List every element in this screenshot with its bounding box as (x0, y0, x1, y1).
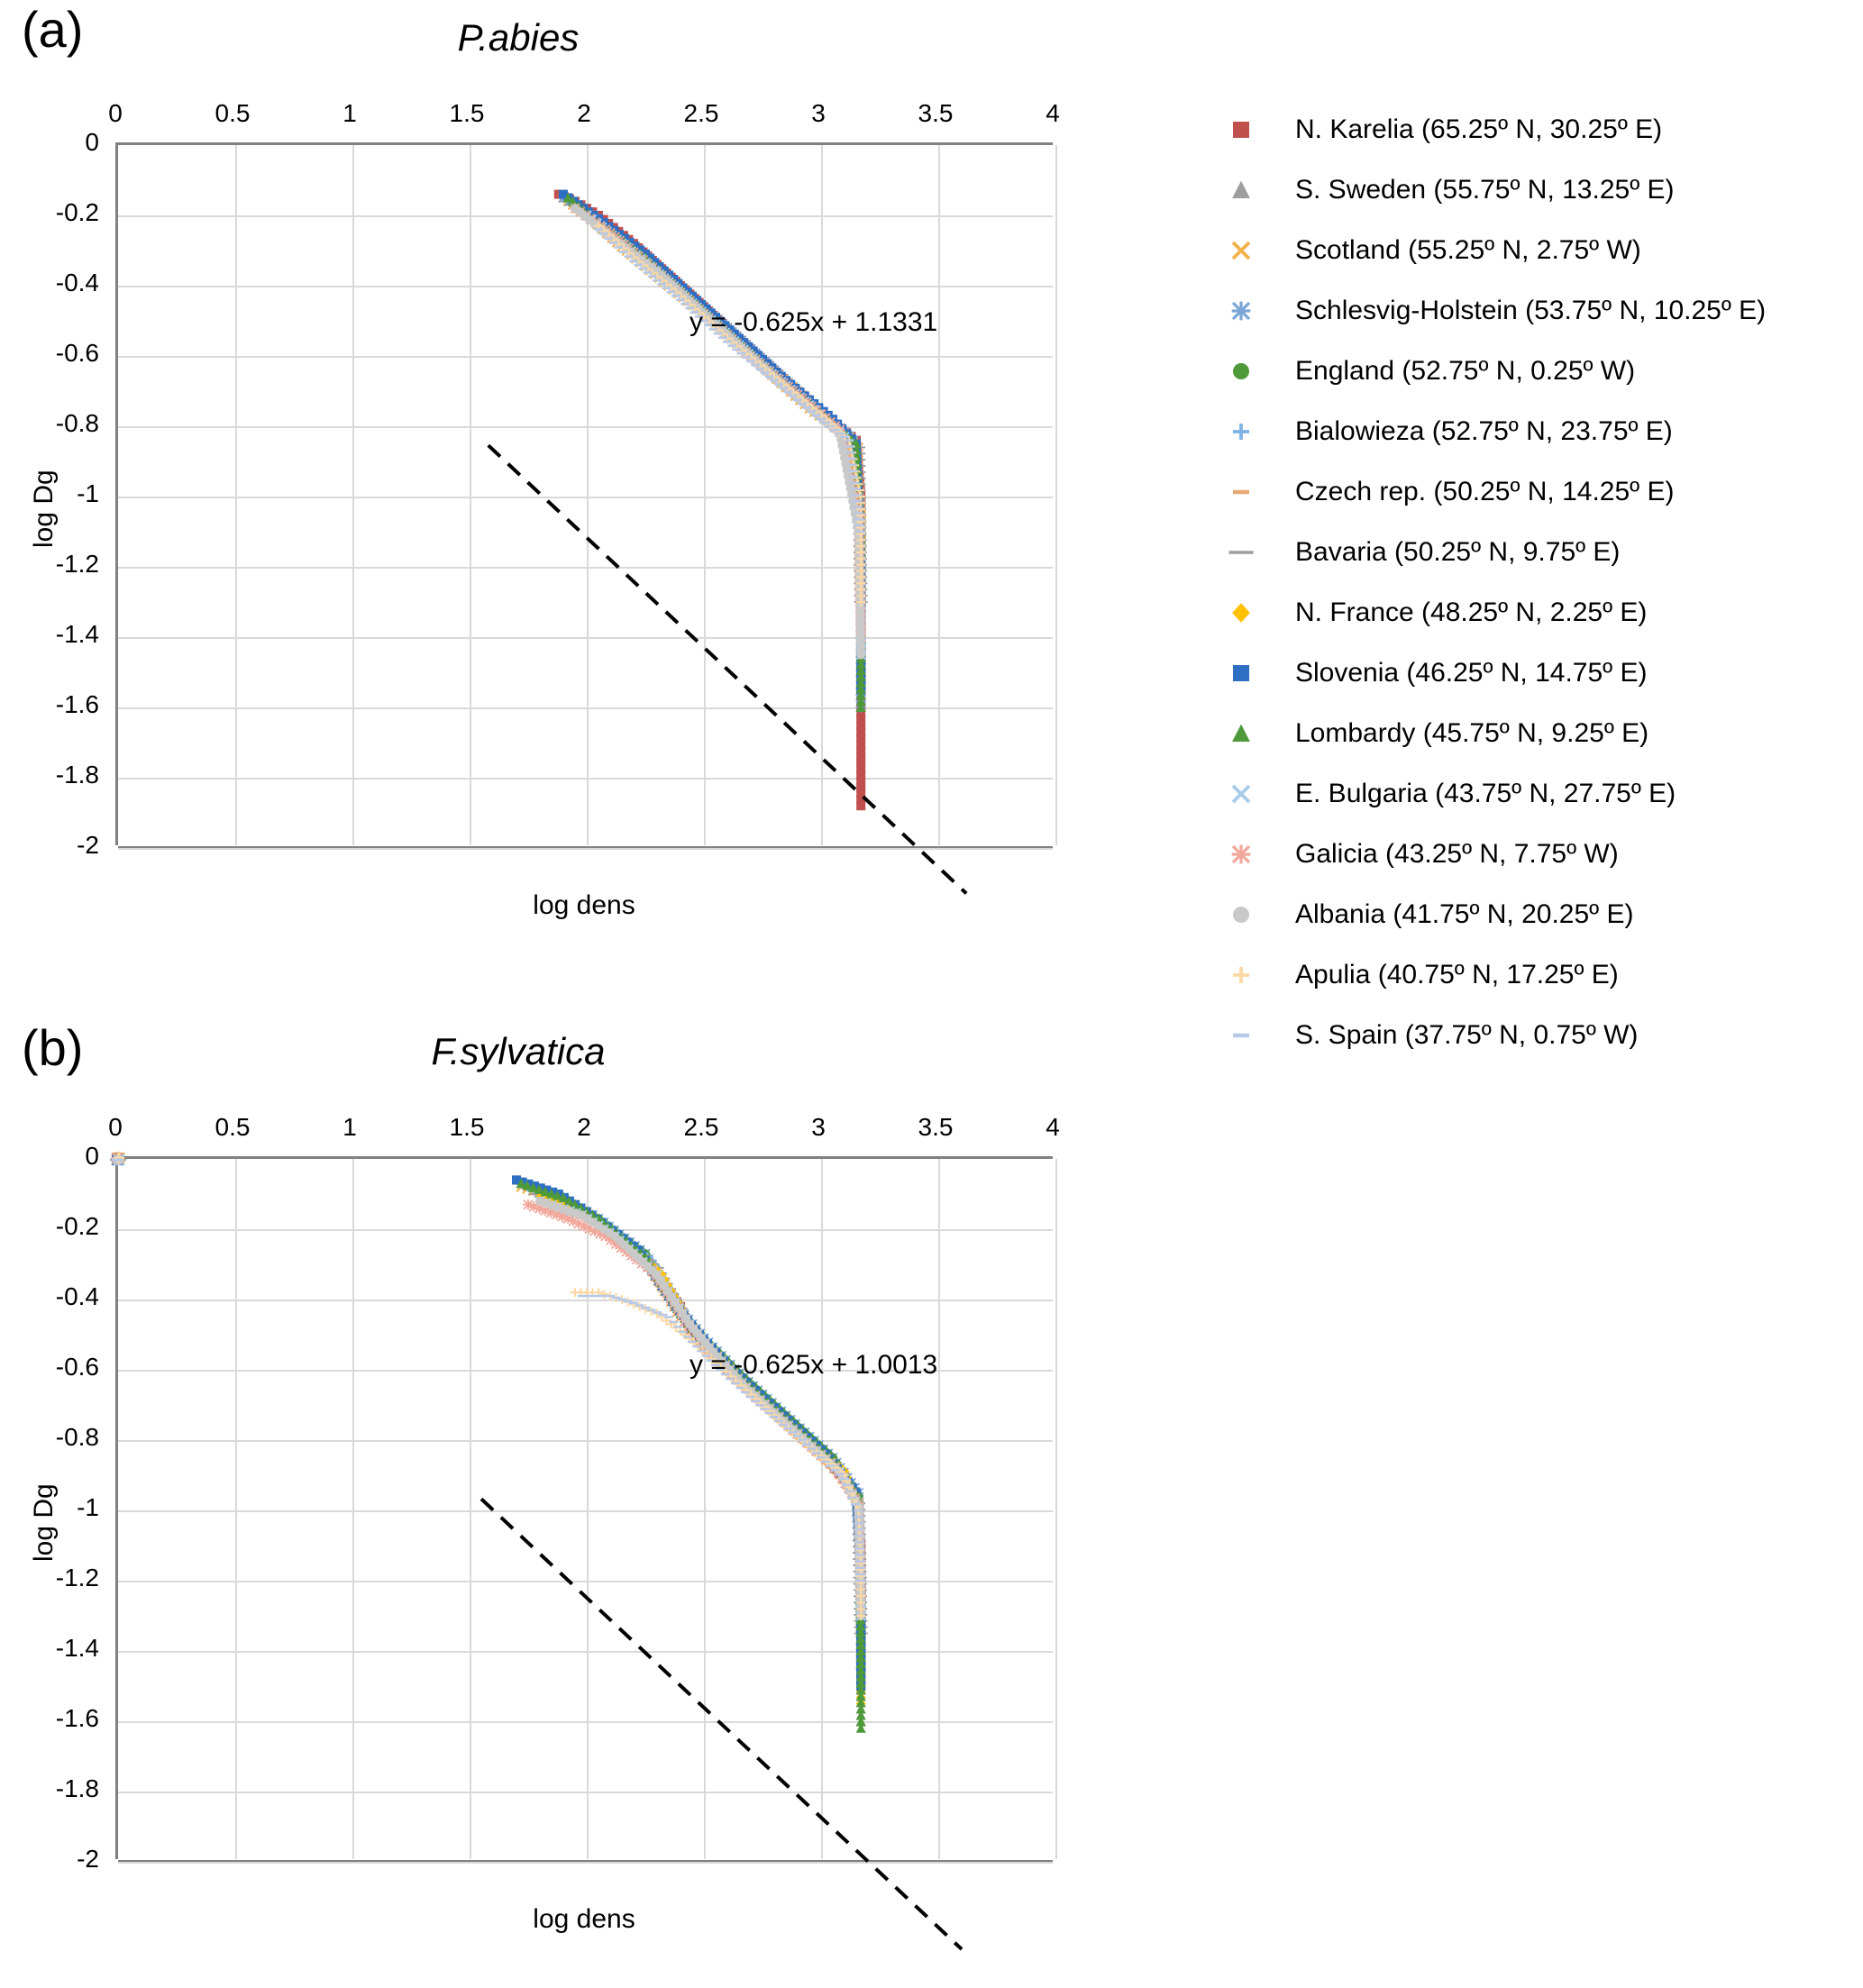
legend-label: S. Spain (37.75º N, 0.75º W) (1295, 1019, 1639, 1050)
x-axis-title-a: log dens (533, 890, 635, 920)
series-lombardy (516, 1179, 866, 1733)
x-axis-tick-label: 4 (1046, 1113, 1060, 1141)
legend-marker-plus-icon (1221, 957, 1275, 993)
y-axis-title-b: log Dg (29, 1483, 59, 1562)
legend-item[interactable] (1221, 220, 1852, 280)
legend-label: Galicia (43.25º N, 7.75º W) (1295, 838, 1619, 869)
legend-item[interactable] (1221, 160, 1852, 220)
x-axis-tick-label: 0.5 (215, 1113, 251, 1141)
y-axis-tick-label: -0.2 (55, 198, 99, 226)
x-axis-tick-label: 3 (811, 99, 826, 127)
series-s-spain (594, 230, 865, 532)
legend-marker-triangle-icon (1221, 172, 1275, 208)
legend-label: Czech rep. (50.25º N, 14.25º E) (1295, 476, 1675, 506)
series-s-spain (578, 1296, 865, 1581)
series-czech-rep- (531, 1194, 865, 1616)
data-points-layer (118, 1159, 1055, 1862)
legend-marker-asterisk-icon (1221, 293, 1275, 329)
series-england (516, 1179, 865, 1673)
legend-item[interactable] (1221, 763, 1852, 824)
x-axis-title-b: log dens (533, 1904, 635, 1934)
legend-item[interactable] (1221, 703, 1852, 763)
legend-item[interactable] (1221, 461, 1852, 522)
y-axis-tick-label: -0.2 (55, 1212, 99, 1240)
chart-panel-a (0, 9, 1172, 937)
x-axis-tick-label: 2.5 (683, 1113, 719, 1141)
trendline (481, 1499, 962, 1949)
origin-cluster (110, 1152, 126, 1166)
panel-label-a: (a) (22, 1, 84, 58)
legend-label: Apulia (40.75º N, 17.25º E) (1295, 959, 1619, 989)
y-axis-tick-label: -1.4 (55, 1634, 99, 1662)
y-axis-tick-label: -2 (77, 831, 99, 859)
y-axis-tick-label: -1.2 (55, 550, 99, 578)
y-axis-tick-label: -0.4 (55, 1282, 99, 1310)
legend-label: Slovenia (46.25º N, 14.75º E) (1295, 657, 1648, 688)
series-apulia (571, 1288, 865, 1620)
series-albania (571, 204, 865, 659)
series-slovenia (559, 190, 865, 695)
gridline-vertical (1055, 145, 1057, 845)
gridline-vertical (1055, 1159, 1057, 1859)
x-axis-tick-label: 3.5 (918, 99, 954, 127)
x-axis-tick-label: 4 (1046, 99, 1060, 127)
x-axis-tick-label: 1.5 (449, 1113, 485, 1141)
gridline-horizontal (118, 848, 1053, 850)
series-schlesvig-holstein (558, 193, 866, 713)
legend-label: N. France (48.25º N, 2.25º E) (1295, 597, 1648, 627)
legend-marker-dash-long-icon (1221, 534, 1275, 570)
plot-area-b (115, 1156, 1053, 1859)
x-axis-tick-label: 2 (577, 1113, 591, 1141)
trendline-equation-a: y = -0.625x + 1.1331 (689, 307, 938, 338)
legend-label: N. Karelia (65.25º N, 30.25º E) (1295, 114, 1663, 144)
panel-label-b: (b) (22, 1019, 84, 1076)
chart-title-b: F.sylvatica (431, 1030, 606, 1072)
y-axis-tick-label: -0.6 (55, 1353, 99, 1381)
x-axis-tick-label: 1.5 (449, 99, 485, 127)
y-axis-tick-label: -0.4 (55, 269, 99, 296)
y-axis-tick-label: -1 (77, 1493, 99, 1521)
legend-item[interactable] (1221, 522, 1852, 582)
legend-marker-diamond-icon (1221, 595, 1275, 631)
legend-marker-asterisk-icon (1221, 836, 1275, 872)
series-albania (535, 1197, 865, 1620)
legend-item[interactable] (1221, 1005, 1852, 1065)
x-axis-tick-label: 1 (342, 1113, 357, 1141)
legend-item[interactable] (1221, 944, 1852, 1005)
y-axis-tick-label: -1.8 (55, 1774, 99, 1802)
y-axis-tick-label: 0 (85, 128, 99, 156)
y-axis-tick-label: -0.6 (55, 339, 99, 367)
y-axis-tick-label: -1 (77, 479, 99, 507)
y-axis-tick-label: -0.8 (55, 1423, 99, 1451)
legend-label: Albania (41.75º N, 20.25º E) (1295, 898, 1634, 929)
legend-marker-triangle-icon (1221, 716, 1275, 752)
legend-marker-dash-icon (1221, 474, 1275, 510)
x-axis-tick-label: 0 (108, 99, 123, 127)
legend-marker-square-icon (1221, 112, 1275, 148)
series-galicia (523, 1199, 866, 1603)
x-axis-tick-label: 0.5 (215, 99, 251, 127)
legend-item[interactable] (1221, 99, 1852, 160)
x-axis-tick-label: 3 (811, 1113, 826, 1141)
x-axis-tick-label: 0 (108, 1113, 123, 1141)
series-e-bulgaria (582, 211, 865, 660)
y-axis-tick-label: -2 (77, 1845, 99, 1873)
legend-label: S. Sweden (55.75º N, 13.25º E) (1295, 174, 1675, 205)
legend-marker-plus-icon (1221, 414, 1275, 450)
gridline-horizontal (118, 1862, 1053, 1864)
legend-marker-dash-icon (1221, 1017, 1275, 1053)
legend-label: Lombardy (45.75º N, 9.25º E) (1295, 717, 1649, 748)
y-axis-tick-label: 0 (85, 1142, 99, 1170)
legend-item[interactable] (1221, 643, 1852, 703)
series-schlesvig-holstein (516, 1179, 866, 1674)
legend-label: Scotland (55.25º N, 2.75º W) (1295, 234, 1641, 265)
y-axis-tick-label: -1.8 (55, 761, 99, 789)
y-axis-tick-label: -1.2 (55, 1564, 99, 1591)
trendline-equation-b: y = -0.625x + 1.0013 (689, 1349, 938, 1380)
series-bialowieza (563, 194, 865, 678)
y-axis-tick-label: -0.8 (55, 409, 99, 437)
x-axis-tick-label: 2.5 (683, 99, 719, 127)
legend-marker-square-icon (1221, 655, 1275, 691)
y-axis-tick-label: -1.6 (55, 1704, 99, 1732)
legend-item[interactable] (1221, 280, 1852, 341)
series-czech-rep- (571, 205, 865, 689)
legend-marker-x-icon (1221, 233, 1275, 269)
legend-marker-circle-icon (1221, 353, 1275, 389)
legend-label: Bavaria (50.25º N, 9.75º E) (1295, 536, 1621, 567)
x-axis-tick-label: 3.5 (918, 1113, 954, 1141)
legend-item[interactable] (1221, 341, 1852, 401)
x-axis-tick-label: 1 (342, 99, 357, 127)
series-scotland (516, 1182, 865, 1585)
legend-item[interactable] (1221, 824, 1852, 884)
series-e-bulgaria (535, 1197, 865, 1620)
chart-panel-b (0, 1023, 1172, 1951)
legend-label: Schlesvig-Holstein (53.75º N, 10.25º E) (1295, 295, 1767, 325)
legend-label: England (52.75º N, 0.25º W) (1295, 355, 1636, 386)
chart-title-a: P.abies (457, 16, 580, 59)
trendline (489, 445, 966, 893)
series-lombardy (563, 193, 866, 712)
x-axis-tick-label: 2 (577, 99, 591, 127)
series-n-karelia (554, 190, 865, 811)
series-scotland (559, 194, 865, 695)
legend-marker-x-icon (1221, 776, 1275, 812)
legend-item[interactable] (1221, 582, 1852, 643)
legend-item[interactable] (1221, 884, 1852, 944)
y-axis-tick-label: -1.4 (55, 620, 99, 648)
legend-item[interactable] (1221, 401, 1852, 461)
legend-marker-circle-icon (1221, 897, 1275, 933)
y-axis-title-a: log Dg (29, 470, 59, 548)
legend-label: E. Bulgaria (43.75º N, 27.75º E) (1295, 778, 1676, 808)
series-england (559, 190, 865, 660)
y-axis-tick-label: -1.6 (55, 690, 99, 718)
legend-label: Bialowieza (52.75º N, 23.75º E) (1295, 415, 1673, 446)
plot-area-a (115, 142, 1053, 845)
series-s-sweden (559, 193, 866, 712)
series-bavaria (528, 1194, 867, 1634)
data-points-layer (118, 145, 1055, 848)
legend (1221, 99, 1852, 1065)
